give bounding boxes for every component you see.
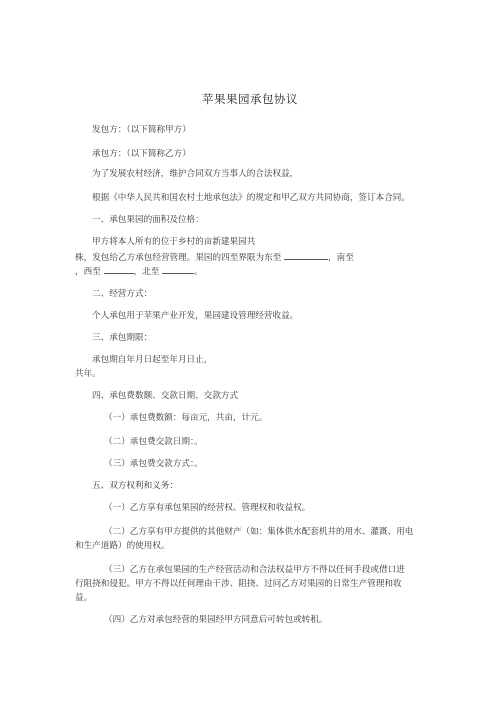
paragraph-legal-basis: 根据《中华人民共和国农村土地承包法》的规定和甲乙双方共同协商，签订本合同。 bbox=[92, 193, 410, 203]
west-boundary-blank bbox=[104, 264, 134, 274]
paragraph-fee-method: （三）承包费交款方式：。 bbox=[104, 459, 203, 469]
paragraph-area-line-1: 甲方将本人所有的位于乡村的亩新建果园共 bbox=[92, 237, 256, 247]
paragraph-fee-date: （二）承包费交款日期：。 bbox=[104, 437, 203, 447]
paragraph-party-b: 承包方：（以下简称乙方） bbox=[92, 149, 191, 159]
north-boundary-blank bbox=[162, 264, 194, 274]
area-line-end: 。 bbox=[194, 267, 203, 277]
paragraph-rights-3-line-2: 行阻挠和侵犯。甲方不得以任何理由干涉、阻挠、过问乙方对果园的日常生产管理和收 bbox=[75, 579, 402, 589]
section-heading-operation: 二、经营方式： bbox=[92, 289, 153, 299]
west-label: ，西至 bbox=[75, 267, 101, 277]
paragraph-operation: 个人承包用于苹果产业开发，果园建设管理经营收益。 bbox=[92, 311, 299, 321]
paragraph-area-line-3 bbox=[75, 264, 203, 278]
section-heading-area-location: 一、承包果园的面积及位格： bbox=[92, 215, 204, 225]
paragraph-rights-3-line-1: （三）乙方在承包果园的生产经营活动和合法权益甲方不得以任何手段或借口进 bbox=[104, 565, 405, 575]
paragraph-rights-1: （一）乙方享有承包果园的经营权、管理权和收益权。 bbox=[104, 503, 311, 513]
paragraph-area-line-2 bbox=[75, 250, 354, 264]
area-boundary-text: 株，发包给乙方承包经营管理。果园的四至界限为东至 bbox=[75, 253, 282, 263]
section-heading-fee: 四、承包费数额、交款日期、交款方式 bbox=[92, 391, 239, 401]
paragraph-rights-3-line-3: 益。 bbox=[75, 593, 93, 603]
section-heading-rights: 五、双方权利和义务： bbox=[92, 481, 178, 491]
paragraph-term-line-1: 承包期自年月日起至年月日止， bbox=[92, 355, 213, 365]
paragraph-term-line-2: 共年。 bbox=[75, 369, 101, 379]
section-heading-term: 三、承包期限： bbox=[92, 333, 153, 343]
paragraph-purpose: 为了发展农村经济，维护合同双方当事人的合法权益， bbox=[92, 169, 299, 179]
paragraph-party-a: 发包方：（以下简称甲方） bbox=[92, 125, 191, 135]
south-label: ，南至 bbox=[328, 253, 354, 263]
paragraph-fee-amount: （一）承包费数额：每亩元，共亩，计元。 bbox=[104, 413, 268, 423]
east-boundary-blank bbox=[284, 250, 328, 260]
paragraph-rights-4: （四）乙方对承包经营的果园经甲方同意后可转包或转租。 bbox=[104, 615, 328, 625]
paragraph-rights-2-line-2: 和生产道路）的使用权。 bbox=[75, 541, 170, 551]
document-title: 苹果果园承包协议 bbox=[202, 92, 298, 106]
paragraph-rights-2-line-1: （二）乙方享有甲方提供的其他财产（如：集体供水配套机井的用水、灌溉、用电 bbox=[104, 527, 414, 537]
north-label: ，北至 bbox=[133, 267, 160, 277]
